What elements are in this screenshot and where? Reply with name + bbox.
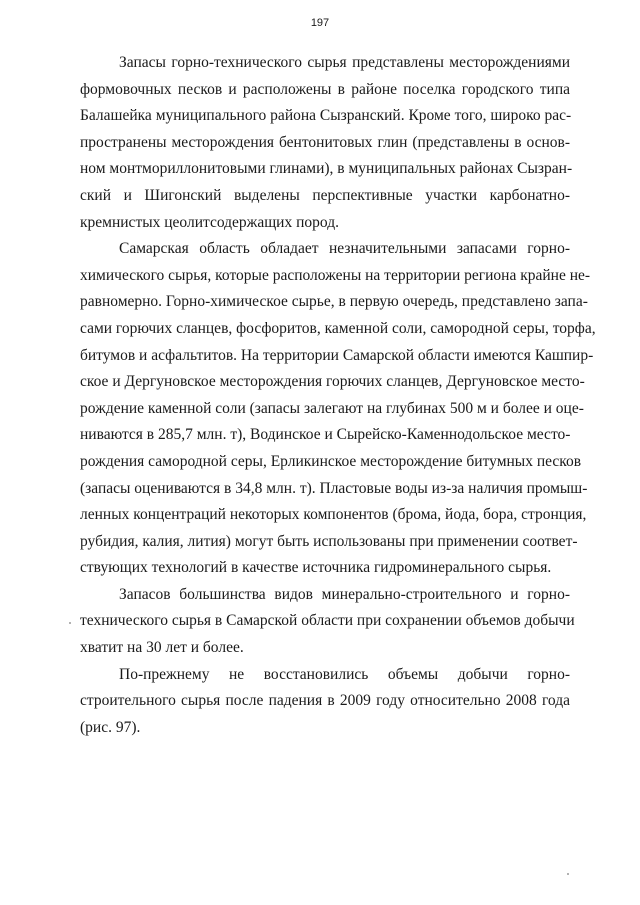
text-line: ский и Шигонский выделены перспективные участки карбонатно-: [80, 186, 570, 204]
text-line: пространены месторождения бентонитовых глин (представлены в основ-: [80, 133, 570, 151]
text-line: сами горючих сланцев, фосфоритов, каменной соли, самородной серы, торфа,: [80, 319, 596, 337]
paragraph-3: [80, 582, 575, 662]
text-line: По-прежнему не восстановились объемы добычи горно-: [119, 665, 570, 683]
text-line: технического сырья в Самарской области при сохранении объемов добычи: [80, 612, 575, 630]
paragraph-1: [80, 50, 573, 236]
text-line: формовочных песков и расположены в районе поселка городского типа: [80, 80, 570, 98]
page-number: 197: [310, 17, 330, 29]
text-line: ленных концентраций некоторых компонентов (брома, йода, бора, стронция,: [80, 506, 587, 524]
text-line: битумов и асфальтитов. На территории Самарской области имеются Кашпир-: [80, 346, 594, 364]
text-line: хватит на 30 лет и более.: [80, 639, 244, 657]
text-line: ном монтмориллонитовыми глинами), в муниципальных районах Сызран-: [80, 160, 573, 178]
text-line: Запасов большинства видов минерально-строительного и горно-: [119, 585, 570, 603]
text-line: (запасы оцениваются в 34,8 млн. т). Пластовые воды из-за наличия промыш-: [80, 479, 588, 497]
paragraph-2: [80, 236, 596, 582]
text-line: Запасы горно-технического сырья представлены месторождениями: [119, 54, 570, 71]
text-line: ствующих технологий в качестве источника гидроминерального сырья.: [80, 559, 552, 577]
text-line: Самарская область обладает незначительными запасами горно-: [119, 240, 570, 258]
text-line: Балашейка муниципального района Сызранский. Кроме того, широко рас-: [80, 107, 572, 125]
document-body: [80, 50, 596, 741]
text-line: ниваются в 285,7 млн. т), Водинское и Сырейско-Каменнодольское место-: [80, 426, 571, 444]
scan-speck: [69, 622, 71, 624]
paragraph-4: [80, 662, 570, 742]
text-line: химического сырья, которые расположены на территории региона крайне не-: [80, 266, 591, 284]
text-line: кремнистых цеолитсодержащих пород.: [80, 213, 339, 231]
scan-speck: [567, 873, 569, 875]
text-line: (рис. 97).: [80, 718, 141, 736]
text-line: рубидия, калия, лития) могут быть использованы при применении соответ-: [80, 532, 578, 550]
text-line: рождения самородной серы, Ерликинское месторождение битумных песков: [80, 452, 582, 470]
text-line: ское и Дергуновское месторождения горючих сланцев, Дергуновское место-: [80, 373, 585, 391]
text-line: равномерно. Горно-химическое сырье, в первую очередь, представлено запа-: [80, 293, 588, 311]
text-line: рождение каменной соли (запасы залегают на глубинах 500 м и более и оце-: [80, 399, 584, 417]
text-line: строительного сырья после падения в 2009 году относительно 2008 года: [80, 692, 570, 710]
